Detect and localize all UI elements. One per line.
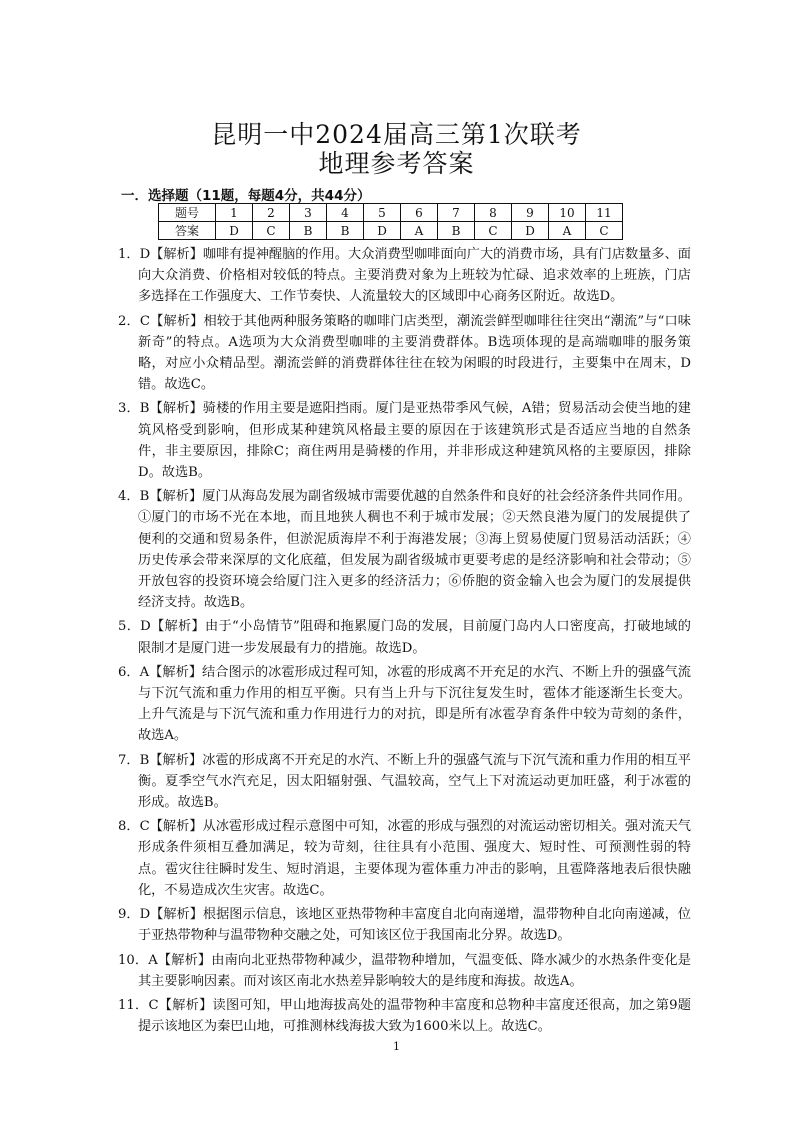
explanation-item-2: 2．C【解析】相较于其他两种服务策略的咖啡门店类型，潮流尝鲜型咖啡往往突出“潮流”与“口味新奇”的特点。A选项为大众消费型咖啡的主要消费群体。B选项体现的是高端咖啡的服务策略，对应小众精品型。潮流尝鲜的消费群体往往在较为闲暇的时段进行，主要集中在周末，D错。故选C。 [118, 313, 691, 393]
explanation-item-6: 6．A【解析】结合图示的冰雹形成过程可知，冰雹的形成离不开充足的水汽、不断上升的强盛气流与下沉气流和重力作用的相互平衡。只有当上升与下沉往复发生时，雹体才能逐渐生长变大。上升气流是与下沉气流和重力作用进行力的对抗，即是所有冰雹孕育条件中较为苛刻的条件，故选A。 [118, 664, 691, 744]
explanation-item-1: 1．D【解析】咖啡有提神醒脑的作用。大众消费型咖啡面向广大的消费市场，具有门店数量多、面向大众消费、价格相对较低的特点。主要消费对象为上班较为忙碌、追求效率的上班族，门店多选择在工作强度大、工作节奏快、人流量较大的区域即中心商务区附近。故选D。 [118, 247, 691, 305]
question-number: 5 [364, 204, 401, 222]
question-number: 2 [253, 204, 290, 222]
answer-cell: C [586, 222, 623, 240]
explanation-list [118, 244, 691, 1040]
explanation-item-7: 7．B【解析】冰雹的形成离不开充足的水汽、不断上升的强盛气流与下沉气流和重力作用的相互平衡。夏季空气水汽充足，因太阳辐射强、气温较高，空气上下对流运动更加旺盛，利于冰雹的形成。故选B。 [118, 752, 691, 811]
answer-cell: B [327, 222, 364, 240]
answer-table [158, 203, 623, 240]
explanation-item-3: 3．B【解析】骑楼的作用主要是遮阳挡雨。厦门是亚热带季风气候，A错；贸易活动会使当地的建筑风格受到影响，但形成某种建筑风格最主要的原因在于该建筑形式是否适应当地的自然条件，非主要原因，排除C；商住两用是骑楼的作用，并非形成这种建筑风格的主要原因，排除D。故选B。 [118, 401, 691, 481]
question-number: 8 [475, 204, 512, 222]
number-row-label: 题号 [159, 204, 216, 222]
answer-cell: C [253, 222, 290, 240]
explanation-item-9: 9．D【解析】根据图示信息，该地区亚热带物种丰富度自北向南递增，温带物种自北向南递减，位于亚热带物种与温带物种交融之处，可知该区位于我国南北分界。故选D。 [118, 907, 691, 944]
answer-cell: D [512, 222, 549, 240]
answer-cell: B [438, 222, 475, 240]
explanation-item-11: 11．C【解析】读图可知，甲山地海拔高处的温带物种丰富度和总物种丰富度还很高，加之第9题提示该地区为秦巴山地，可推测林线海拔大致为1600米以上。故选C。 [118, 997, 691, 1035]
question-number: 7 [438, 204, 475, 222]
question-number: 4 [327, 204, 364, 222]
explanation-item-8: 8．C【解析】从冰雹形成过程示意图中可知，冰雹的形成与强烈的对流运动密切相关。强对流天气形成条件须相互叠加满足，较为苛刻，往往具有小范围、强度大、短时性、可预测性弱的特点。雹灾往往瞬时发生、短时消退，主要体现为雹体重力冲击的影响，且雹降落地表后很快融化，不易造成次生灾害。故选C。 [118, 819, 691, 898]
answer-cell: C [475, 222, 512, 240]
question-number: 3 [290, 204, 327, 222]
answer-cell: A [549, 222, 586, 240]
answer-cell: D [364, 222, 401, 240]
page-subtitle: 地理参考答案 [318, 149, 475, 178]
answer-cell: A [401, 222, 438, 240]
answer-table-answer-row [159, 222, 623, 240]
page-title: 昆明一中2024届高三第1次联考 [211, 120, 582, 149]
question-number: 11 [586, 204, 623, 222]
question-number: 9 [512, 204, 549, 222]
answer-table-number-row [159, 204, 623, 222]
answer-cell: B [290, 222, 327, 240]
question-number: 1 [216, 204, 253, 222]
explanation-item-4: 4．B【解析】厦门从海岛发展为副省级城市需要优越的自然条件和良好的社会经济条件共同作用。①厦门的市场不光在本地，而且地狭人稠也不利于城市发展；②天然良港为厦门的发展提供了便利的交通和贸易条件，但淤泥质海岸不利于海港发展；③海上贸易使厦门贸易活动活跃；④历史传承会带来深厚的文化底蕴，但发展为副省级城市更要考虑的是经济影响和社会带动；⑤开放包容的投资环境会给厦门注入更多的经济活力；⑥侨胞的资金输入也会为厦门的发展提供经济支持。故选B。 [118, 489, 691, 611]
page-number: 1 [393, 1040, 400, 1053]
answer-row-label: 答案 [159, 222, 216, 240]
explanation-item-10: 10．A【解析】由南向北亚热带物种减少，温带物种增加，气温变低、降水减少的水热条件变化是其主要影响因素。而对该区南北水热差异影响较大的是纬度和海拔。故选A。 [118, 952, 691, 989]
section-heading: 一．选择题（11题，每题4分，共44分） [121, 188, 371, 204]
answer-cell: D [216, 222, 253, 240]
explanation-item-5: 5．D【解析】由于“小岛情节”阻碍和拖累厦门岛的发展，目前厦门岛内人口密度高，打破地域的限制才是厦门进一步发展最有力的措施。故选D。 [118, 619, 691, 656]
question-number: 10 [549, 204, 586, 222]
question-number: 6 [401, 204, 438, 222]
